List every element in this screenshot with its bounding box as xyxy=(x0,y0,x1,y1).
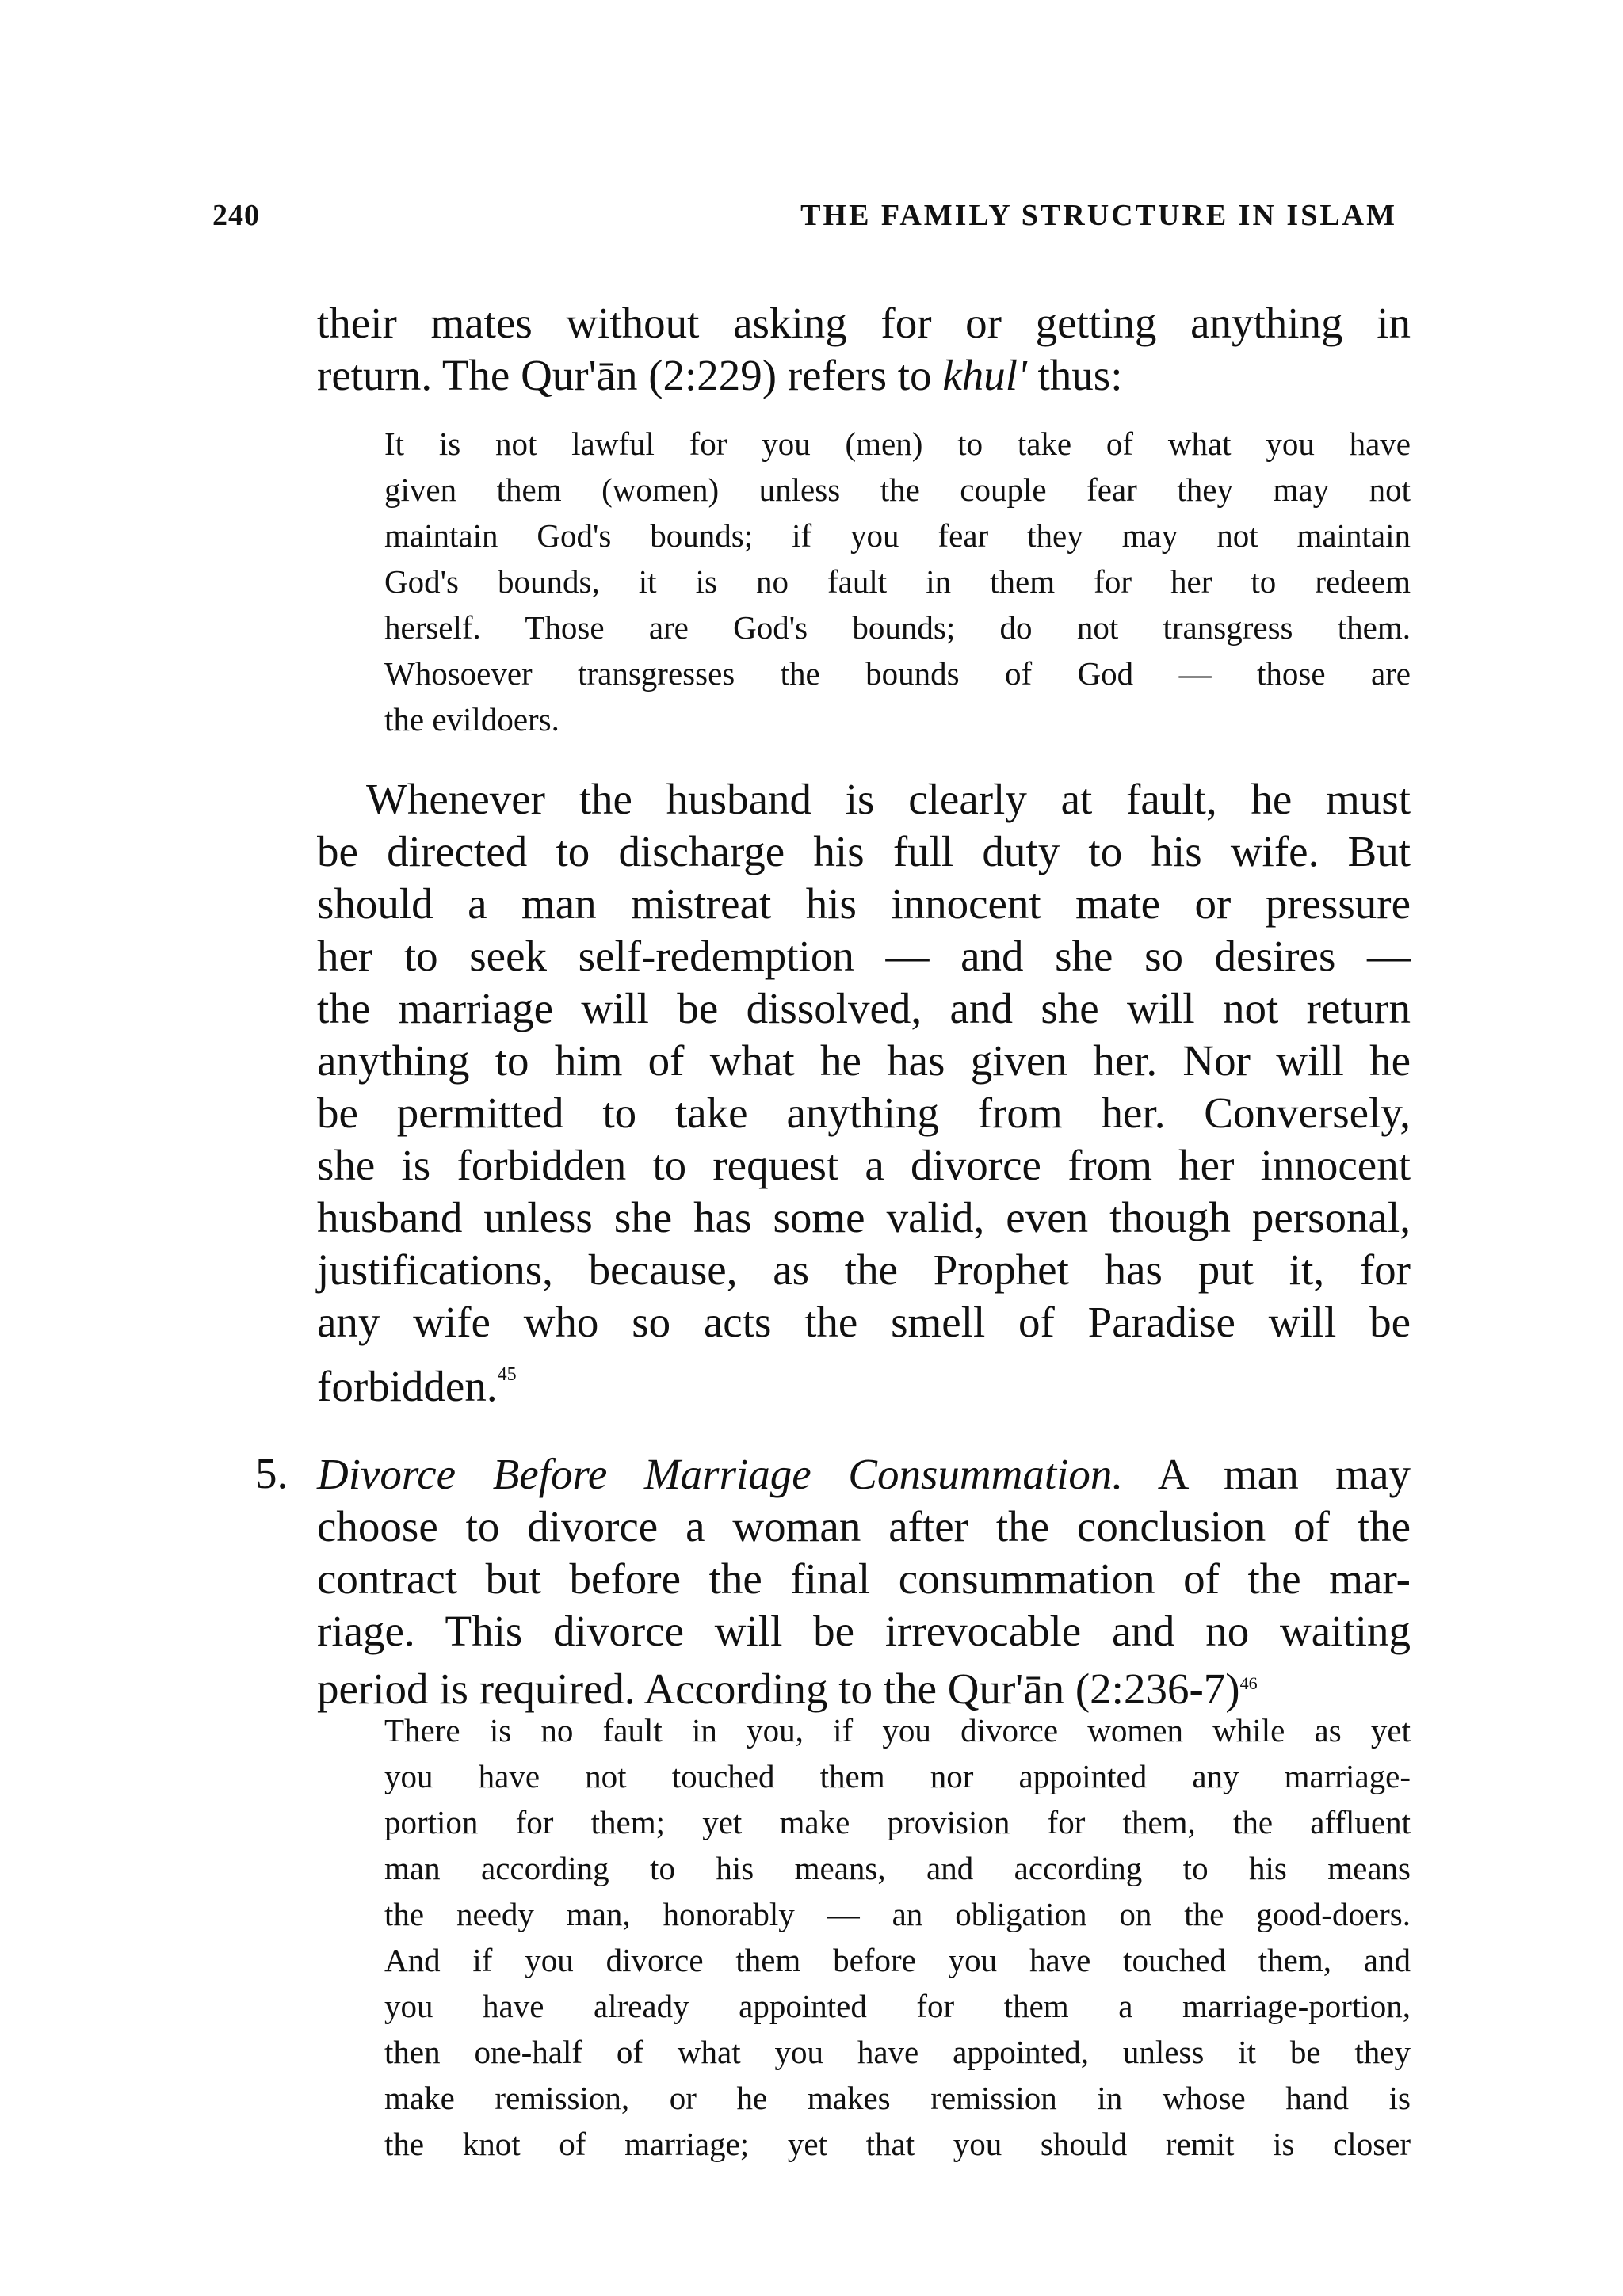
body-line: her to seek self-redemption — and she so desires — xyxy=(317,932,1411,980)
quote-line: There is no fault in you, if you divorce women while as yet xyxy=(384,1712,1411,1749)
quote-line: And if you divorce them before you have touched them, and xyxy=(384,1942,1411,1978)
body-line: riage. This divorce will be irrevocable and no waiting xyxy=(317,1607,1411,1655)
quote-line: then one-half of what you have appointed, unless it be they xyxy=(384,2034,1411,2070)
body-text: A man may xyxy=(1157,1450,1411,1498)
page-header xyxy=(212,198,1397,238)
body-line: husband unless she has some valid, even though personal, xyxy=(317,1193,1411,1241)
body-line: Whenever the husband is clearly at fault, he must xyxy=(366,775,1411,823)
page-number: 240 xyxy=(212,199,260,232)
quote-line: God's bounds, it is no fault in them for her to redeem xyxy=(384,563,1411,600)
body-line-with-italic: return. The Qur'ān (2:229) refers to khul' thus: xyxy=(317,351,1123,399)
body-line: she is forbidden to request a divorce from her innocent xyxy=(317,1141,1411,1189)
quote-line: you have already appointed for them a marriage-portion, xyxy=(384,1988,1411,2024)
quote-line: make remission, or he makes remission in whose hand is xyxy=(384,2080,1411,2116)
body-text: forbidden. xyxy=(317,1362,498,1410)
footnote-ref: 46 xyxy=(1239,1673,1258,1693)
body-line: anything to him of what he has given her. Nor will he xyxy=(317,1036,1411,1085)
footnote-ref: 45 xyxy=(497,1364,517,1385)
running-head: THE FAMILY STRUCTURE IN ISLAM xyxy=(800,199,1397,232)
quote-line: man according to his means, and according to his means xyxy=(384,1850,1411,1886)
quote-line: given them (women) unless the couple fear they may not xyxy=(384,471,1411,508)
section-number: 5. xyxy=(255,1449,288,1497)
body-line: justifications, because, as the Prophet has put it, for xyxy=(317,1245,1411,1294)
quote-line: the needy man, honorably — an obligation on the good-doers. xyxy=(384,1896,1411,1932)
quote-line: maintain God's bounds; if you fear they may not maintain xyxy=(384,517,1411,554)
body-line: choose to divorce a woman after the conclusion of the xyxy=(317,1502,1411,1550)
body-line: should a man mistreat his innocent mate or pressure xyxy=(317,879,1411,928)
body-line: the marriage will be dissolved, and she will not return xyxy=(317,984,1411,1032)
quote-line: herself. Those are God's bounds; do not transgress them. xyxy=(384,609,1411,646)
quote-line: the knot of marriage; yet that you should remit is closer xyxy=(384,2126,1411,2162)
italic-term: khul' xyxy=(942,351,1027,399)
body-line: any wife who so acts the smell of Paradise will be xyxy=(317,1298,1411,1346)
body-line: their mates without asking for or getting anything in xyxy=(317,299,1411,347)
body-line: be permitted to take anything from her. Conversely, xyxy=(317,1089,1411,1137)
quote-line: It is not lawful for you (men) to take of what you have xyxy=(384,425,1411,462)
quote-line: the evildoers. xyxy=(384,701,559,738)
quote-line: you have not touched them nor appointed any marriage- xyxy=(384,1758,1411,1794)
section-title: Divorce Before Marriage Consummation. xyxy=(317,1450,1124,1498)
body-line: contract but before the final consummation of the mar- xyxy=(317,1554,1411,1603)
body-line: be directed to discharge his full duty to his wife. But xyxy=(317,827,1411,875)
quote-line: portion for them; yet make provision for them, the affluent xyxy=(384,1804,1411,1840)
body-line-last xyxy=(317,1348,1411,1413)
body-text: period is required. According to the Qur'ān (2:236-7) xyxy=(317,1665,1240,1713)
section-heading-line xyxy=(317,1448,1411,1501)
quote-line: Whosoever transgresses the bounds of God — those are xyxy=(384,655,1411,692)
